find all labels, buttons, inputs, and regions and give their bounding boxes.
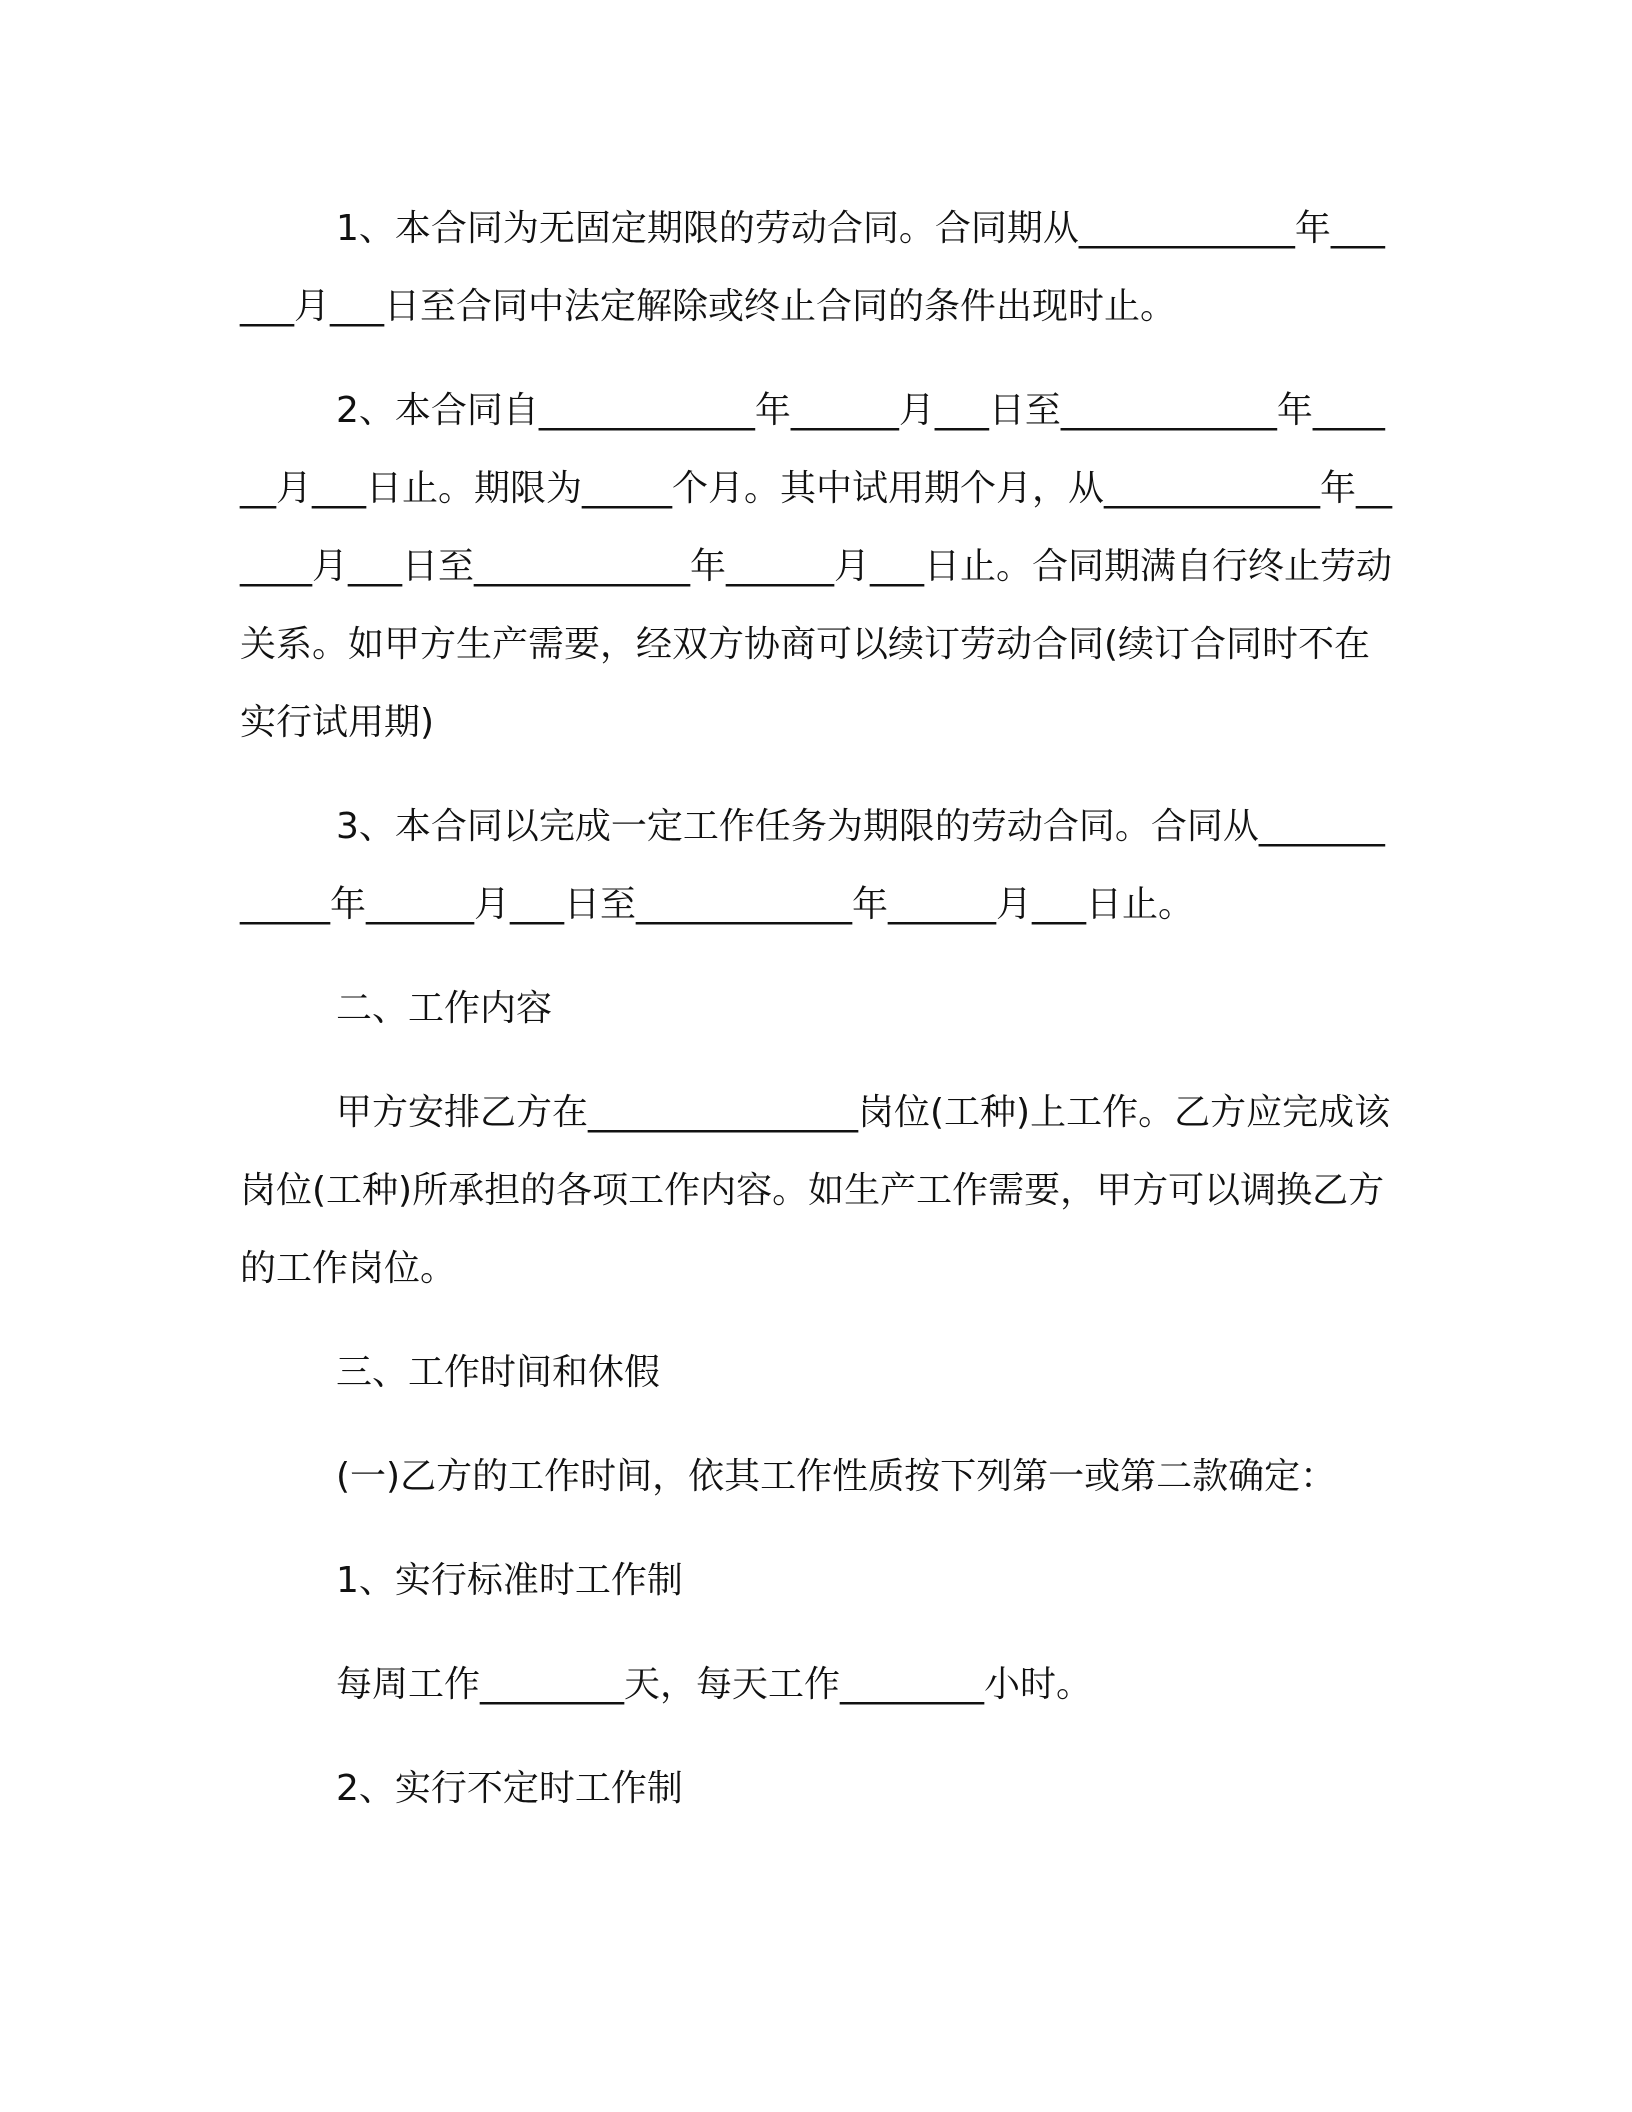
clause-1-indefinite-term: 1、本合同为无固定期限的劳动合同。合同期从____________年______月___日至合同中法定解除或终止合同的条件出现时止。 [240,208,1385,327]
section-heading-work-hours: 三、工作时间和休假 [336,1352,661,1393]
standard-hours-detail: 每周工作________天，每天工作________小时。 [336,1664,1093,1705]
clause-3-task-term: 3、本合同以完成一定工作任务为期限的劳动合同。合同从____________年______月___日至____________年______月___日止。 [240,806,1385,925]
flexible-hours-heading: 2、实行不定时工作制 [336,1768,683,1809]
standard-hours-heading: 1、实行标准时工作制 [336,1560,683,1601]
section-heading-work-content: 二、工作内容 [336,988,553,1029]
work-content-paragraph: 甲方安排乙方在_______________岗位(工种)上工作。乙方应完成该岗位(工种)所承担的各项工作内容。如生产工作需要，甲方可以调换乙方的工作岗位。 [240,1092,1391,1289]
document-body [240,190,1400,1828]
work-hours-intro: (一)乙方的工作时间，依其工作性质按下列第一或第二款确定： [336,1456,1337,1497]
clause-2-fixed-term: 2、本合同自____________年______月___日至____________年______月___日止。期限为_____个月。其中试用期个月，从____________年______月___日至____________年______月___日止。合同期满自行终止劳动关系。如甲方生产需要，经双方协商可以续订劳动合同(续订合同时不在实行试用期) [240,390,1393,743]
